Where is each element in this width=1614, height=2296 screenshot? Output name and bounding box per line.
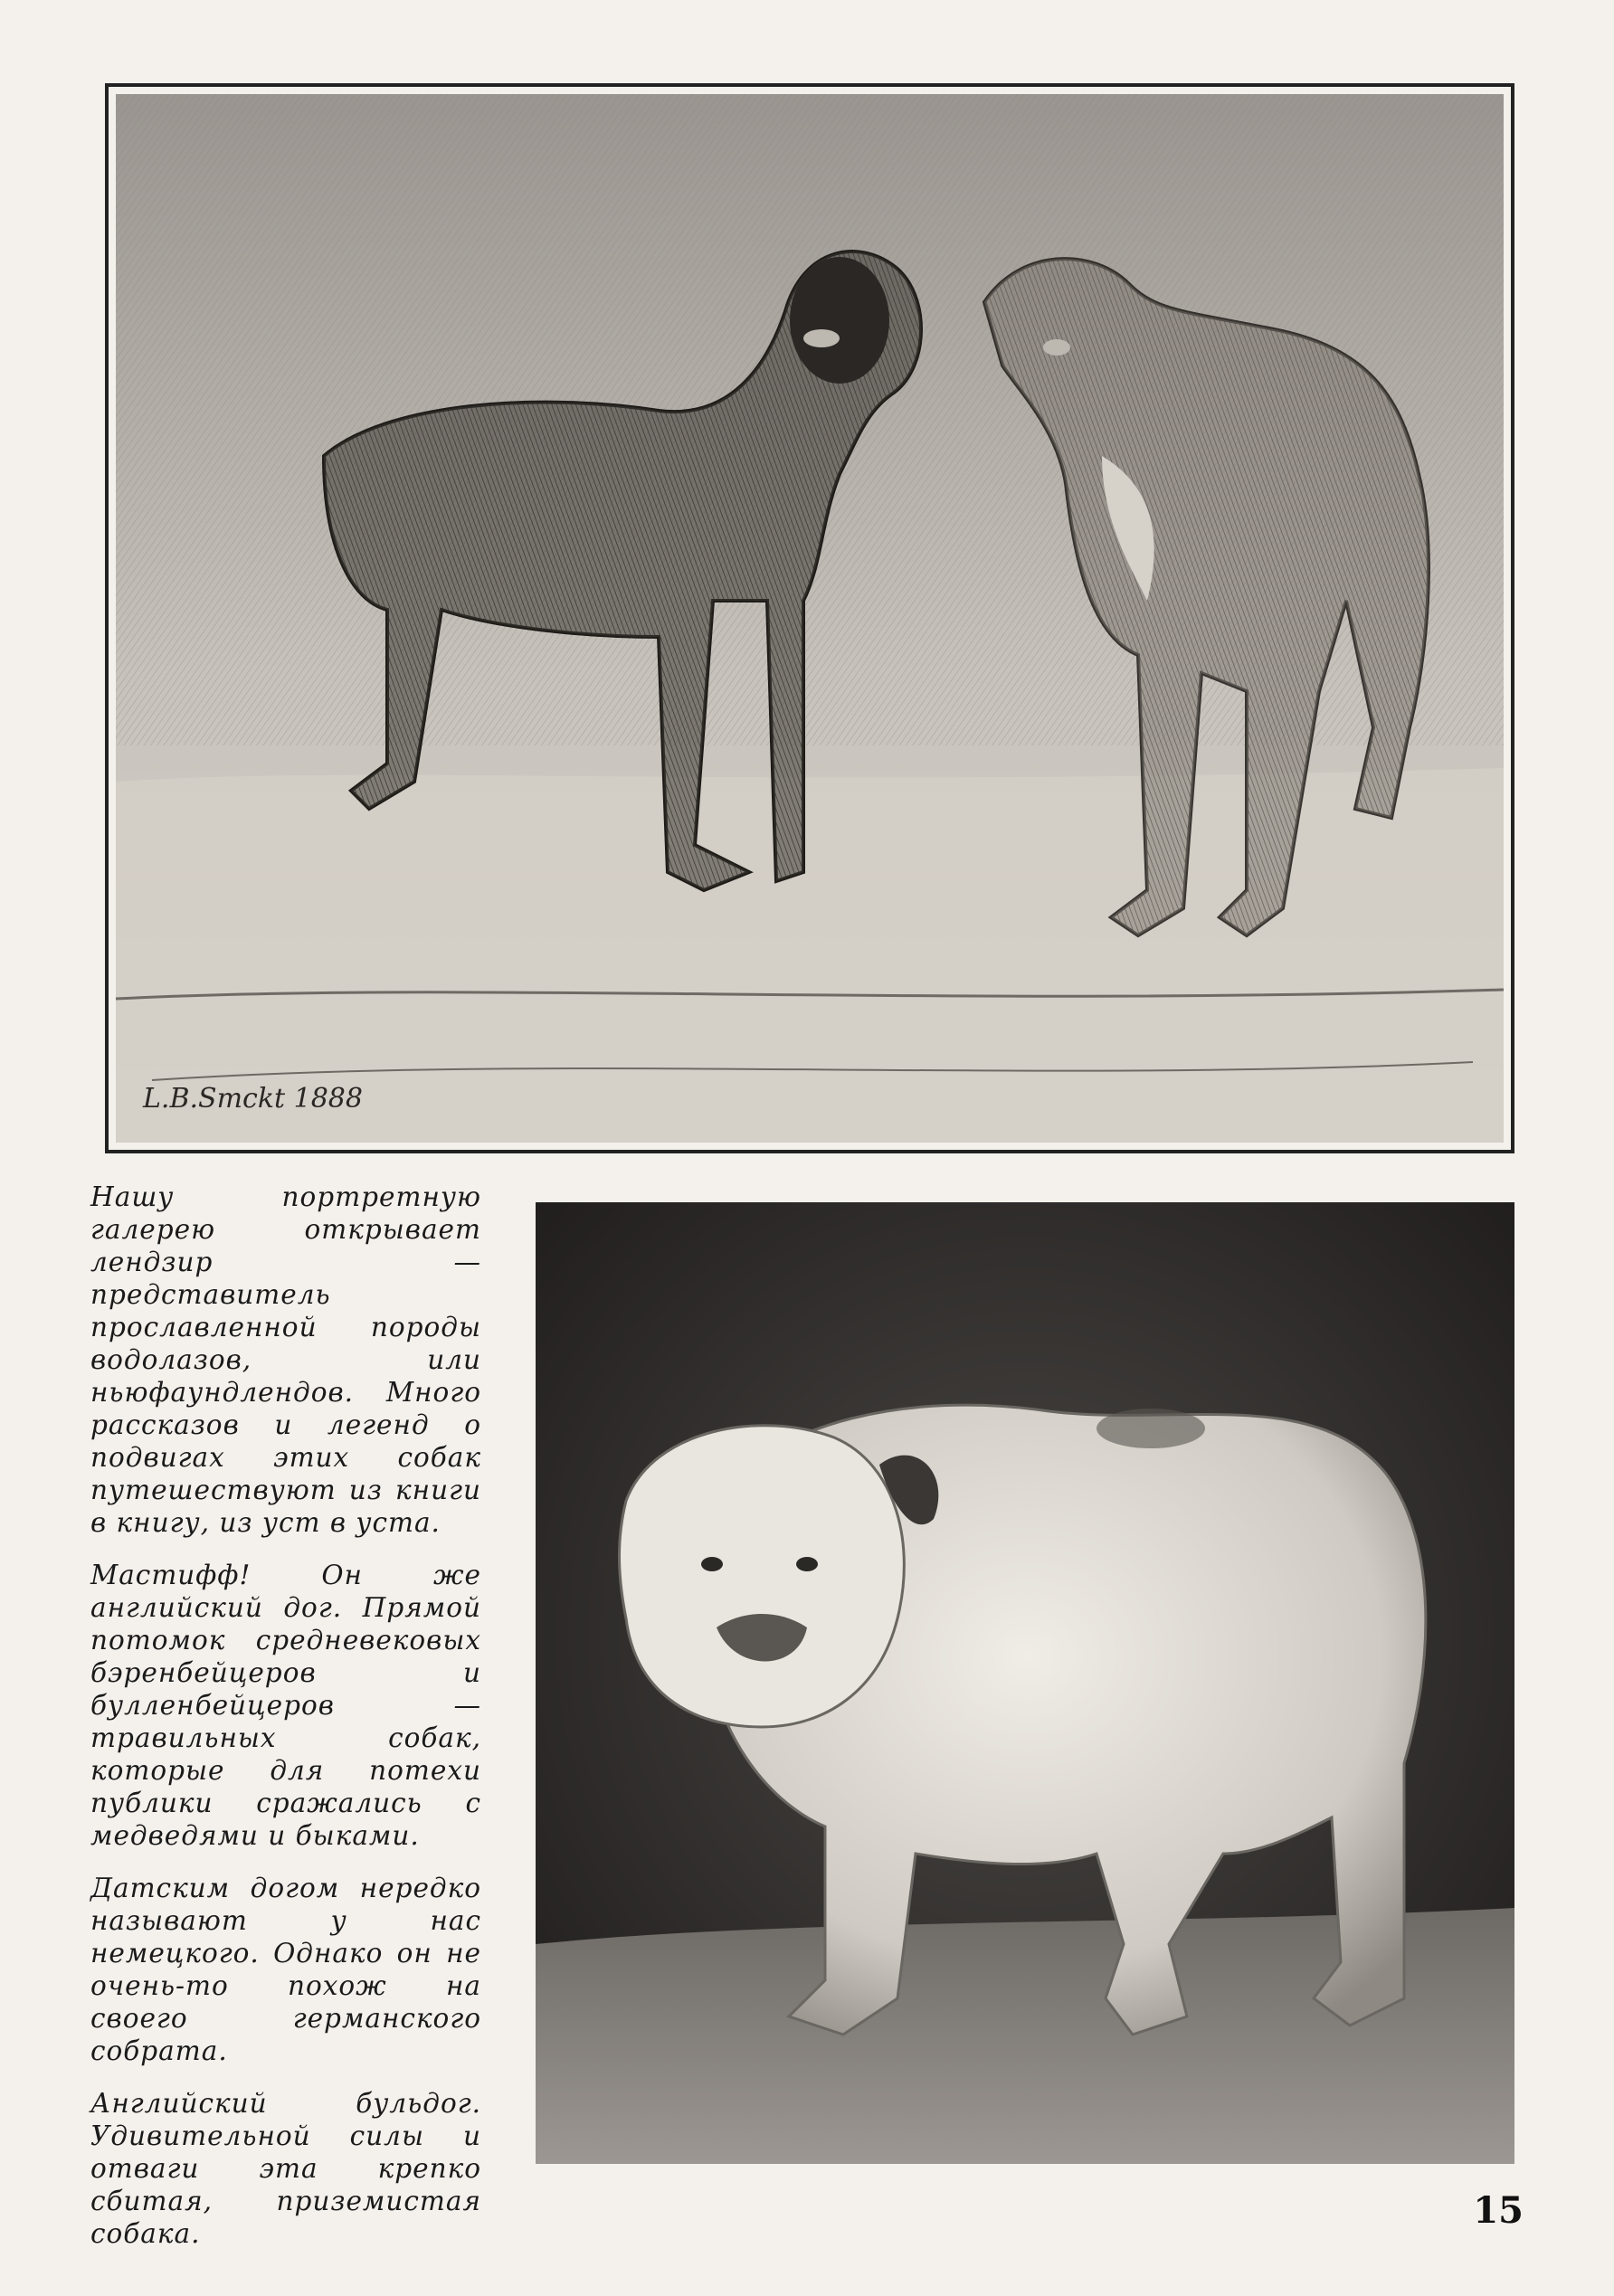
engraving-signature: L.B.Smckt 1888 xyxy=(143,1083,363,1115)
engraving-artwork xyxy=(116,94,1504,1143)
caption-newfoundland: Нашу портретную галерею открывает лендзир — представитель прославленной породы водолазов, или ньюфаундлендов. Много рассказов и легенд о подвигах этих собак путешествуют из книги в книгу, из уст в уста. xyxy=(90,1181,481,1538)
photo-english-bulldog xyxy=(536,1202,1514,2164)
captions-column xyxy=(90,1181,481,2270)
bulldog-artwork xyxy=(536,1202,1514,2164)
caption-great-dane: Датским догом нередко называют у нас немецкого. Однако он не очень-то похож на своего германского собрата. xyxy=(90,1873,481,2066)
page-number: 15 xyxy=(1473,2189,1524,2232)
caption-english-bulldog: Английский бульдог. Удивительной силы и отваги эта крепко сбитая, приземистая собака. xyxy=(90,2088,481,2249)
caption-mastiff: Мастифф! Он же английский дог. Прямой потомок средневековых бэренбейцеров и булленбейцеров — травильных собак, которые для потехи публики сражались с медведями и быками. xyxy=(90,1560,481,1851)
engraving-two-mastiffs xyxy=(105,83,1514,1153)
